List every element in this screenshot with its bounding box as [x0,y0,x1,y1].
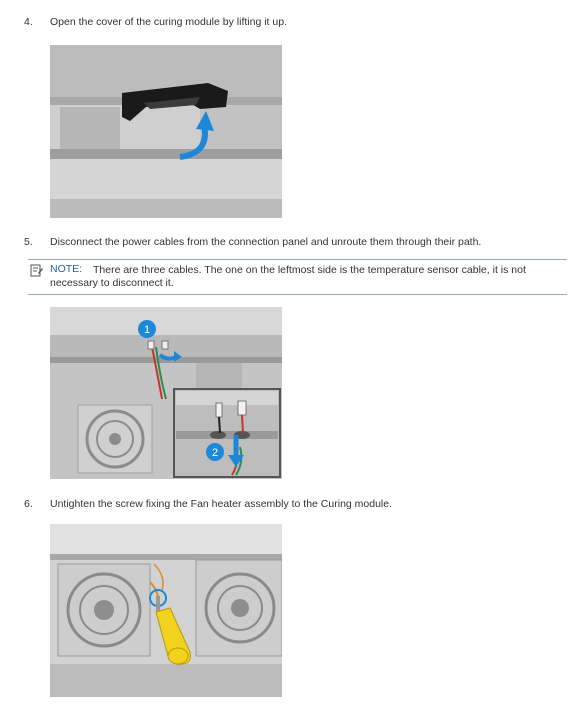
step-4-number: 4. [24,16,33,28]
step-5-number: 5. [24,236,33,248]
note-box [28,259,567,295]
callout-2-label: 2 [211,447,219,459]
step-4-text: Open the cover of the curing module by lifting it up. [50,16,287,28]
step-6-number: 6. [24,498,33,510]
note-text-line-2: necessary to disconnect it. [50,277,174,289]
note-label: NOTE: [50,263,83,275]
power-cables-figure [50,307,282,479]
callout-1-label: 1 [143,324,151,336]
curing-module-cover-figure [50,45,282,218]
note-pencil-icon [30,264,44,283]
step-5-text: Disconnect the power cables from the connection panel and unroute them through their path. [50,236,482,248]
step-6-text: Untighten the screw fixing the Fan heater assembly to the Curing module. [50,498,393,510]
note-text-line-1: There are three cables. The one on the leftmost side is the temperature sensor cable, it is not [93,264,526,276]
fan-heater-screw-figure [50,524,282,697]
